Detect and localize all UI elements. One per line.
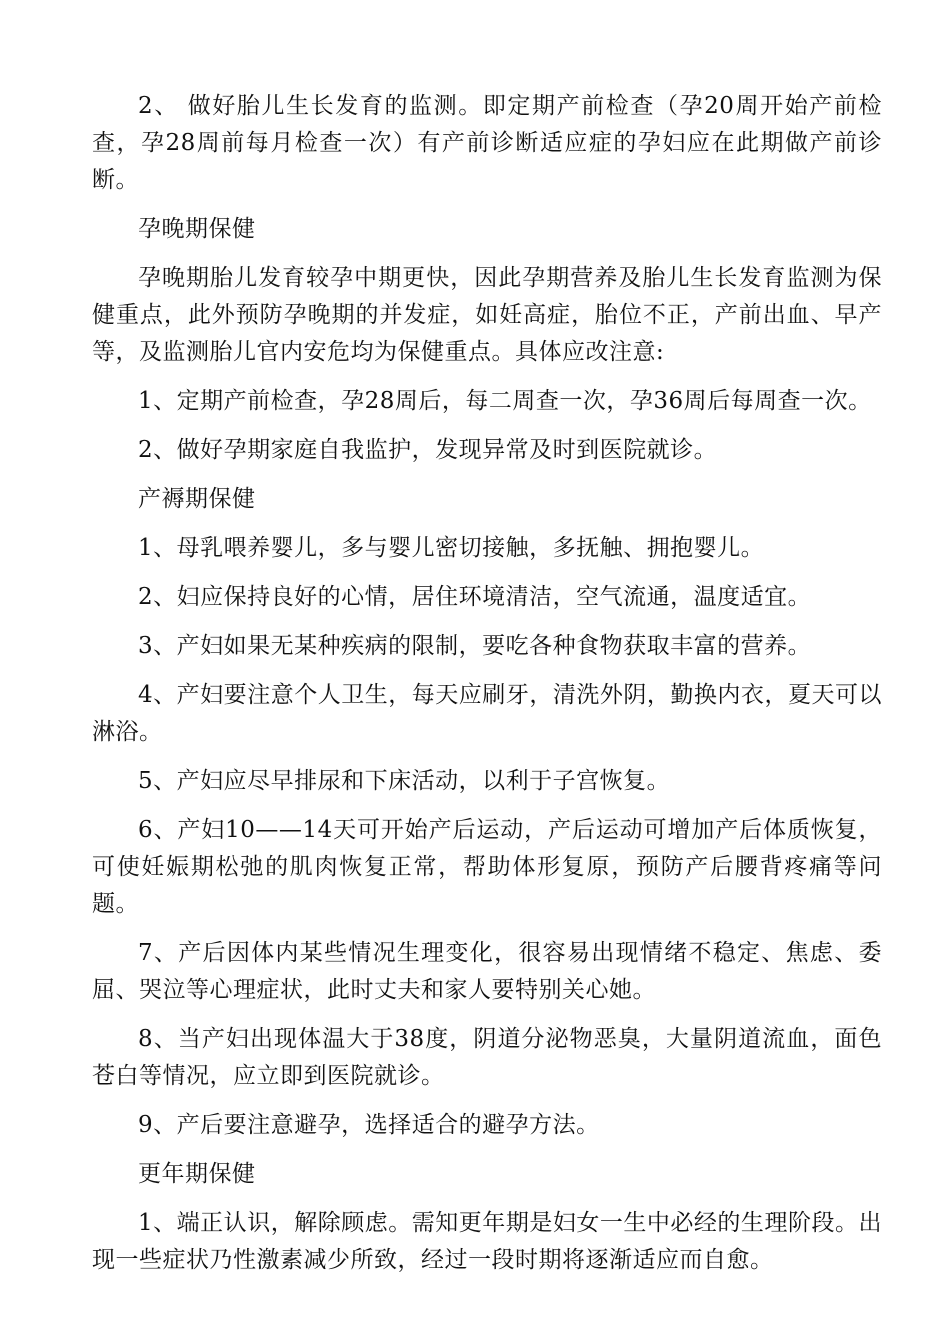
paragraph-fetal-monitoring: 2、 做好胎儿生长发育的监测。即定期产前检查（孕20周开始产前检查，孕28周前每月检查一次）有产前诊断适应症的孕妇应在此期做产前诊断。: [92, 93, 882, 193]
paragraph-postpartum-item-7: 7、产后因体内某些情况生理变化，很容易出现情绪不稳定、焦虑、委屈、哭泣等心理症状，此时丈夫和家人要特别关心她。: [92, 940, 882, 1003]
section-heading-menopause: 更年期保健: [138, 1161, 256, 1187]
paragraph-menopause-item-1: 1、端正认识，解除顾虑。需知更年期是妇女一生中必经的生理阶段。出现一些症状乃性激素减少所致，经过一段时期将逐渐适应而自愈。: [92, 1210, 882, 1273]
paragraph-postpartum-item-8: 8、当产妇出现体温大于38度，阴道分泌物恶臭，大量阴道流血，面色苍白等情况，应立即到医院就诊。: [92, 1026, 882, 1089]
paragraph-postpartum-item-5: 5、产妇应尽早排尿和下床活动，以利于子宫恢复。: [138, 768, 671, 794]
paragraph-late-pregnancy-item-1: 1、定期产前检查，孕28周后，每二周查一次，孕36周后每周查一次。: [138, 388, 872, 414]
paragraph-postpartum-item-2: 2、妇应保持良好的心情，居住环境清洁，空气流通，温度适宜。: [138, 584, 812, 610]
section-heading-postpartum: 产褥期保健: [138, 486, 256, 512]
paragraph-postpartum-item-6: 6、产妇10——14天可开始产后运动，产后运动可增加产后体质恢复，可使妊娠期松弛的肌肉恢复正常，帮助体形复原，预防产后腰背疼痛等问题。: [92, 817, 882, 917]
section-heading-late-pregnancy: 孕晚期保健: [138, 216, 256, 242]
paragraph-postpartum-item-9: 9、产后要注意避孕，选择适合的避孕方法。: [138, 1112, 600, 1138]
paragraph-postpartum-item-4: 4、产妇要注意个人卫生，每天应刷牙，清洗外阴，勤换内衣，夏天可以淋浴。: [92, 682, 882, 745]
paragraph-postpartum-item-1: 1、母乳喂养婴儿，多与婴儿密切接触，多抚触、拥抱婴儿。: [138, 535, 765, 561]
paragraph-late-pregnancy-item-2: 2、做好孕期家庭自我监护，发现异常及时到医院就诊。: [138, 437, 718, 463]
paragraph-late-pregnancy-intro: 孕晚期胎儿发育较孕中期更快，因此孕期营养及胎儿生长发育监测为保健重点，此外预防孕晚期的并发症，如妊高症，胎位不正，产前出血、早产等，及监测胎儿官内安危均为保健重点。具体应改注意:: [92, 265, 882, 365]
document-body: [92, 88, 882, 1291]
paragraph-postpartum-item-3: 3、产妇如果无某种疾病的限制，要吃各种食物获取丰富的营养。: [138, 633, 812, 659]
